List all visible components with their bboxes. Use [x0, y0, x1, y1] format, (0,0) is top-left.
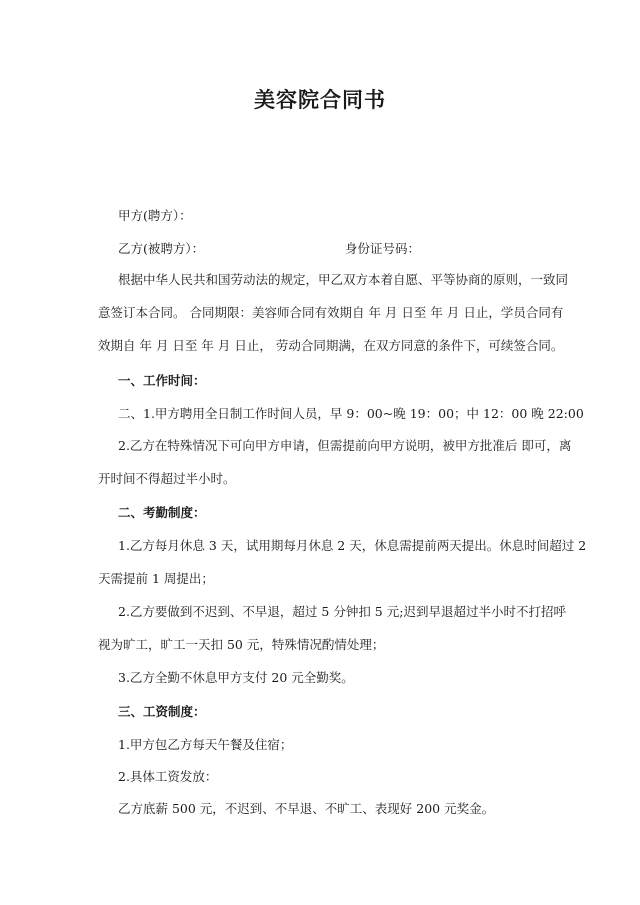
intro-line-2: 意签订本合同。 合同期限：美容师合同有效期自 年 月 日至 年 月 日止，学员合同有	[98, 305, 564, 320]
section-1-item-1: 二、1.甲方聘用全日制工作时间人员，早 9：00~晚 19：00；中 12：00 晚 22:00	[118, 406, 584, 421]
section-2-item-2-line-1: 2.乙方要做到不迟到、不早退，超过 5 分钟扣 5 元;迟到早退超过半小时不打招呼	[118, 604, 566, 619]
section-2-item-1-line-2: 天需提前 1 周提出；	[98, 571, 214, 586]
intro-line-3: 效期自 年 月 日至 年 月 日止， 劳动合同期满，在双方同意的条件下，可续签合同。	[98, 338, 564, 353]
section-3-heading: 三、工资制度：	[118, 704, 206, 719]
section-3-item-3: 乙方底薪 500 元，不迟到、不早退、不旷工、表现好 200 元奖金。	[118, 801, 495, 816]
section-1-item-2-line-2: 开时间不得超过半小时。	[98, 471, 236, 486]
party-b-label: 乙方(被聘方）：	[118, 241, 205, 256]
section-2-heading: 二、考勤制度：	[118, 505, 206, 520]
section-3-item-2: 2.具体工资发放：	[118, 769, 218, 784]
section-2-item-1-line-1: 1.乙方每月休息 3 天，试用期每月休息 2 天，休息需提前两天提出。休息时间超过 2	[118, 538, 587, 553]
intro-line-1: 根据中华人民共和国劳动法的规定，甲乙双方本着自愿、平等协商的原则，一致同	[118, 272, 569, 287]
section-2-item-2-line-2: 视为旷工，旷工一天扣 50 元，特殊情况酌情处理；	[98, 637, 385, 652]
section-2-item-3: 3.乙方全勤不休息甲方支付 20 元全勤奖。	[118, 670, 354, 685]
party-a-label: 甲方(聘方）：	[118, 208, 192, 223]
section-1-item-2-line-1: 2.乙方在特殊情况下可向甲方申请，但需提前向甲方说明，被甲方批准后 即可，离	[118, 438, 572, 453]
section-3-item-1: 1.甲方包乙方每天午餐及住宿；	[118, 737, 293, 752]
id-number-label: 身份证号码：	[345, 241, 421, 256]
document-title: 美容院合同书	[254, 88, 386, 112]
section-1-heading: 一、工作时间：	[118, 373, 206, 388]
